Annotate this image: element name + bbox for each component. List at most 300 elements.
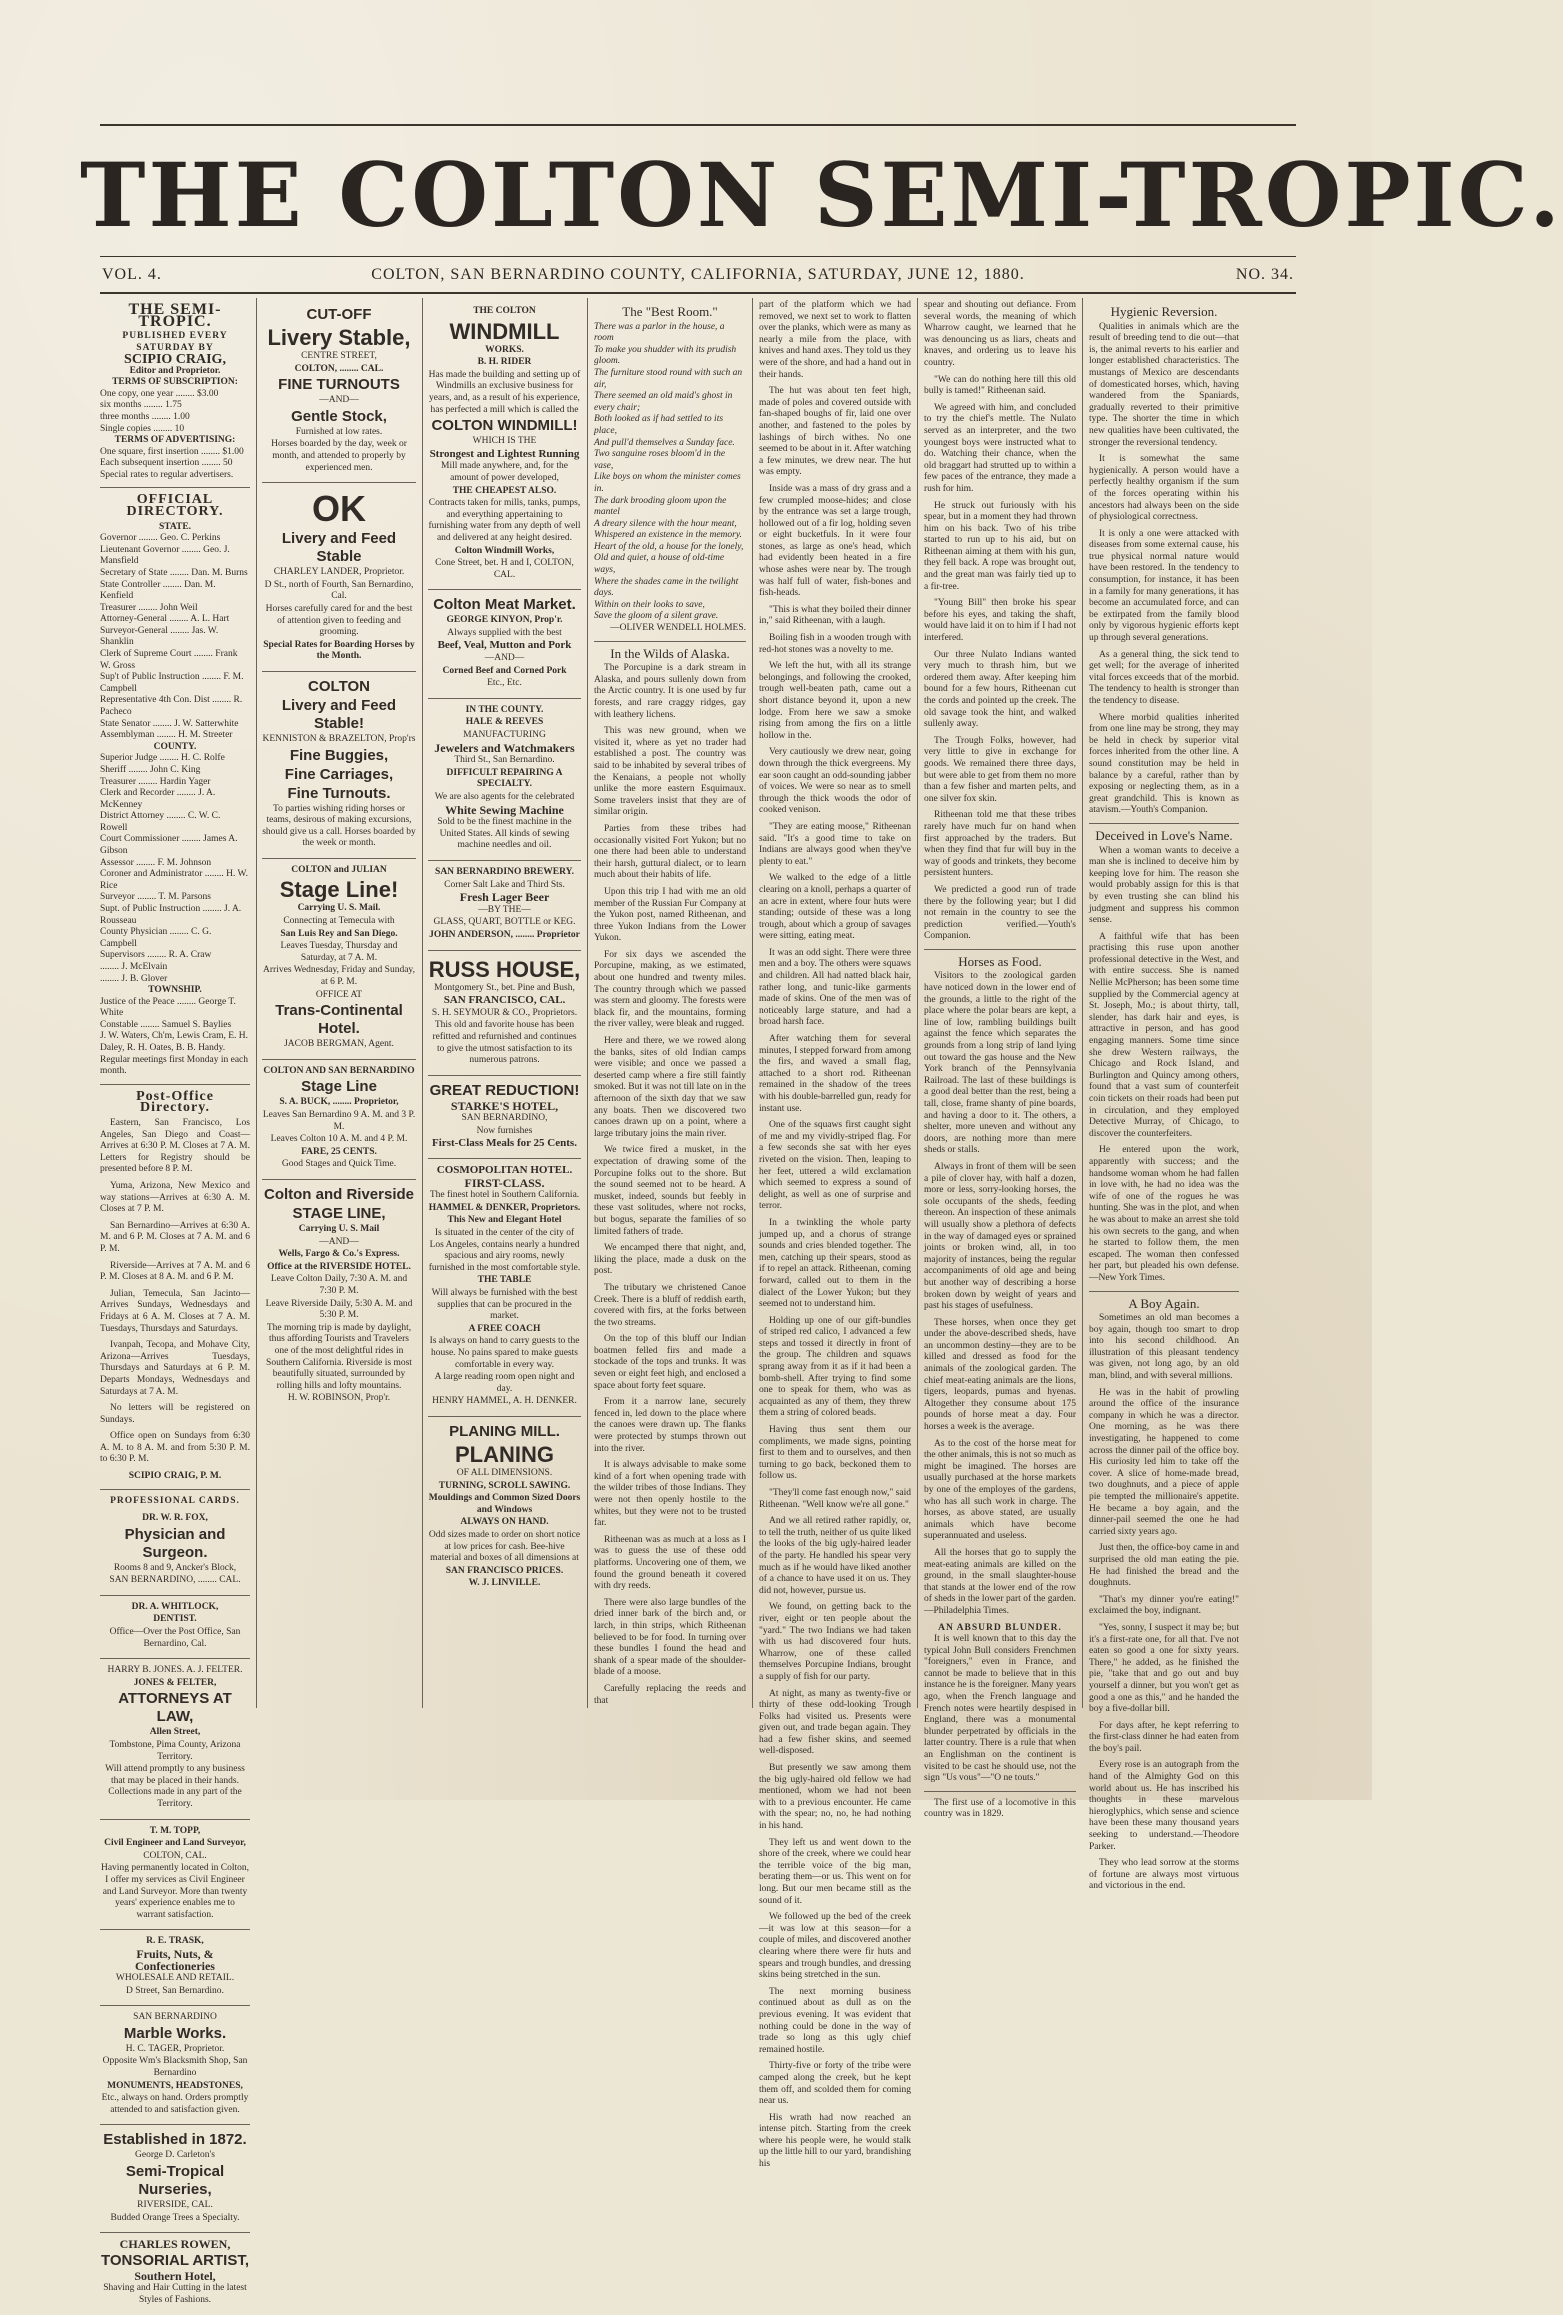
- paragraph: We agreed with him, and concluded to try the chief's mettle. The Nulato served as an interpreter, and the two youngest boys were instructed what to do. Watching their chance, when the old braggart had strutted up to within a few paces of the entrance, they made a rush for him.: [924, 402, 1076, 494]
- paragraph: In a twinkling the whole party jumped up, and a chorus of strange sounds and cries blended together. The men, catching up their spears, stood as if to repel an attack. Ritheenan, coming forward, called out to them in the dialect of the Lower Yukon; but they seemed not to understand him.: [759, 1217, 911, 1310]
- poem-title: The "Best Room.": [622, 304, 718, 319]
- paragraph: Inside was a mass of dry grass and a few crumpled moose-hides; and close by the entrance was set a large trough, hollowed out of a fir log, holding seven or eight bucketfuls. In it were four stones, as large as one's head, which had evidently been heated in a fire whose ashes were near by. The trough was half full of water, fish-bones and fish-heads.: [759, 483, 911, 599]
- cutoff-livery-ad: [262, 300, 416, 483]
- trask-card: [100, 1930, 250, 2006]
- paragraph: His wrath had now reached an intense pitch. Starting from the creek where his people were, he would stalk up the little hill to our yard, brandishing his: [759, 2112, 911, 2170]
- whitlock-card: [100, 1596, 250, 1659]
- poem-line: There was a parlor in the house, a room: [594, 321, 725, 344]
- ad-address: CENTRE STREET,: [301, 351, 377, 361]
- paragraph: It was an odd sight. There were three men and a boy. The others were squaws and children. All had natted black hair, rather long, and tunic-like garments made of skins. One of the men was of noticeably large stature, and had a broad harsh face.: [759, 947, 911, 1028]
- card-address: Opposite Wm's Blacksmith Shop, San Bernardino: [102, 2056, 248, 2079]
- ad-proprietor: H. W. ROBINSON, Prop'r.: [287, 1393, 391, 1404]
- ad-and: —BY THE—: [478, 904, 531, 915]
- card-name: DR. A. WHITLOCK,: [131, 1601, 219, 1612]
- ad-proprietor: CHARLEY LANDER, Proprietor.: [273, 567, 405, 578]
- ad-proprietor: S. H. SEYMOUR & CO., Proprietors.: [431, 1007, 578, 1018]
- paragraph: The first use of a locomotive in this country was in 1829.: [924, 1797, 1076, 1820]
- brewery-ad: [428, 861, 581, 951]
- ad-feature: First-Class Meals for 25 Cents.: [432, 1137, 577, 1150]
- paragraph: At night, as many as twenty-five or thirty of these odd-looking Trough Folks had visited us. Presents were given out, and trade began again. They had a few fisher skins, and seemed well-disposed.: [759, 1688, 911, 1757]
- paragraph: Upon this trip I had with me an old member of the Russian Fur Company at the Yukon post, named Ritheenan, and three Yukon Indians from the Lower Yukon.: [594, 886, 746, 944]
- card-name: T. M. TOPP,: [149, 1825, 201, 1836]
- ad-address: Corner Salt Lake and Third Sts.: [444, 879, 565, 890]
- directory-entry: Assessor ........ F. M. Johnson: [100, 857, 212, 868]
- paragraph: "Yes, sonny, I suspect it may be; but it's a first-rate one, for all that. I've not eaten so good a one for sixty years. There," he added, as he finished the pie, "take that and go out and buy yourself a dinner, but you won't get as good a one as this," and he handed the boy a five-dollar bill.: [1089, 1622, 1239, 1715]
- ad-note: OF ALL DIMENSIONS.: [456, 1467, 553, 1478]
- paragraph: No letters will be registered on Sundays.: [100, 1403, 250, 1425]
- ad-feature: Beef, Veal, Mutton and Pork: [437, 639, 572, 652]
- divider: [100, 487, 250, 488]
- column-2: [262, 300, 416, 1708]
- ad-heading: IN THE COUNTY.: [465, 704, 544, 715]
- directory-entry: Treasurer ........ Hardin Yager: [100, 776, 211, 787]
- ad-feature: DIFFICULT REPAIRING A SPECIALTY.: [446, 767, 563, 790]
- ad-note: Horses boarded by the day, week or month, and attended to properly by experienced men.: [271, 439, 407, 473]
- card-note: Will attend promptly to any business that may be placed in their hands. Collections made in any part of the Territory.: [105, 1764, 245, 1809]
- card-title: TONSORIAL ARTIST,: [100, 2251, 250, 2269]
- ad-and: —AND—: [319, 395, 359, 406]
- directory-entry: Clerk of Supreme Court ........ Frank W. Gross: [100, 649, 238, 671]
- ad-proprietor: KENNISTON & BRAZELTON, Prop'rs: [262, 733, 416, 744]
- ad-feature: Corned Beef and Corned Pork: [442, 665, 567, 676]
- directory-entry: Governor ........ Geo. C. Perkins: [100, 533, 221, 544]
- masthead-rule-top: [100, 256, 1296, 257]
- state-heading: STATE.: [158, 521, 192, 532]
- paragraph: It is always advisable to make some kind of a fort when opening trade with the wilder tribes of those Indians. They were not then openly hostile to the whites, but they were not to be trusted far.: [594, 1460, 746, 1529]
- paragraph: Where morbid qualities inherited from one line may be strong, they may be held in check by superior vital forces inherited from the other line. A sound constitution may be held in balance by a careful, rather than by exposing or neglecting them, as in a great grandchild. This is known as atavism.—Youth's Companion.: [1089, 712, 1239, 816]
- column-rule: [587, 298, 588, 1708]
- ad-feature: Carrying U. S. Mail.: [297, 903, 381, 914]
- paragraph: We followed up the bed of the creek—it was low at this season—for a couple of miles, and discovered another clearing where there were fir huts and spears and trough bundles, and dressing skins being stretched in the sun.: [759, 1912, 911, 1981]
- poem-author: —OLIVER WENDELL HOLMES.: [610, 623, 746, 634]
- ad-schedule: Leave Colton Daily, 7:30 A. M. and 7:30 P. M.: [270, 1274, 408, 1296]
- paragraph: From it a narrow lane, securely fenced in, led down to the place where the canoes were drawn up. The flanks were protected by stumps thrown out into the river.: [594, 1397, 746, 1454]
- sb-stage-ad: [262, 1060, 416, 1180]
- ad-proprietor: HAMMEL & DENKER, Proprietors.: [428, 1202, 581, 1213]
- ad-note: Always supplied with the best: [447, 627, 562, 638]
- advertising-heading: TERMS OF ADVERTISING:: [114, 435, 236, 446]
- ad-city: SAN FRANCISCO, CAL.: [443, 994, 566, 1007]
- professional-heading: PROFESSIONAL CARDS.: [110, 1495, 240, 1506]
- directory-entry: Constable ........ Samuel S. Baylies: [100, 1019, 232, 1030]
- paragraph: The Porcupine is a dark stream in Alaska, and pours sullenly down from the Arctic country. It is one used by fur forests, and rare craggy ridges, gay with leathery lichens.: [594, 663, 746, 720]
- card-address: Rooms 8 and 9, Ancker's Block,: [113, 1562, 237, 1573]
- ad-note: To parties wishing riding horses or teams, desirous of making excursions, should give us a call. Horses boarded by the week or month.: [262, 803, 416, 849]
- planing-mill-ad: [428, 1417, 581, 1598]
- ad-note: The morning trip is made by daylight, thus affording Tourists and Travelers one of the most delightful rides in Southern California. Riverside is most beautifully situated, surrounded by rolling hills and lofty mountains.: [266, 1322, 412, 1391]
- paragraph: Here and there, we we rowed along the banks, sites of old Indian camps were visible; and once we passed a deserted camp where a fire still faintly smoked. But it was not till late on in the afternoon of the sixth day that we saw any boats. Then we discovered two canoes drawn up on a point, where a large tributary joins the main river.: [594, 1036, 746, 1139]
- ad-note: Is always on hand to carry guests to the house. No pains spared to make guests comfortable in every way.: [429, 1336, 580, 1370]
- paragraph: Visitors to the zoological garden have noticed down in the lower end of the grounds, a little to the right of the place where the polar bears are kept, a line of low, rambling buildings built against the fence which separates the grounds from a long strip of land lying out toward the gas house and the New York branch of the Pennsylvania Railroad. The last of these buildings is a good deal better than the rest, being a tall, close, frame shanty of pine boards, and having a door to it. The others, a shelter, more uneven and without any doors, are nothing more than mere sheds or stalls.: [924, 971, 1076, 1156]
- ad-title: COSMOPOLITAN HOTEL.: [436, 1164, 573, 1177]
- poem-line: A dreary silence with the hour meant,: [594, 518, 737, 529]
- card-name: CHARLES ROWEN,: [119, 2237, 231, 2252]
- card-firm: JONES & FELTER,: [133, 1677, 217, 1688]
- directory-entry: Surveyor-General ........ Jas. W. Shanklin: [100, 625, 219, 648]
- ad-title: OK: [312, 488, 366, 530]
- ad-feature: Fresh Lager Beer: [459, 890, 550, 905]
- paragraph: He was in the habit of prowling around the office of the insurance company in which he was a director. One morning, as he was there investigating, he happened to come across the dinner pail of the office boy. His curiosity led him to take off the cover. A slice of home-made bread, two doughnuts, and a piece of apple pie tempted the millionaire's appetite. He became a boy again, and the dinner-pail seemed the one he had carried sixty years ago.: [1089, 1387, 1239, 1537]
- ad-address: Montgomery St., bet. Pine and Bush,: [434, 982, 575, 993]
- subscription-rate: six months ........ 1.75: [100, 400, 182, 411]
- ad-heading: THE COLTON: [473, 306, 536, 316]
- township-heading: TOWNSHIP.: [148, 985, 202, 996]
- ad-address: D St., north of Fourth, San Bernardino, Cal.: [264, 579, 414, 602]
- paragraph: Eastern, San Francisco, Los Angeles, San Diego and Coast—Arrives at 6:30 P. M. Closes at 7 A. M. Letters for Registry should be presented before 8 P. M.: [100, 1118, 250, 1175]
- jones-felter-card: [100, 1659, 250, 1819]
- starke-hotel-ad: [428, 1076, 581, 1159]
- paragraph: For days after, he kept referring to the first-class dinner he had eaten from the boy's pail.: [1089, 1720, 1239, 1754]
- dateline: [102, 262, 1294, 288]
- directory-entry: Representative 4th Con. Dist ........ R. Pacheco: [100, 695, 243, 718]
- ad-subtitle: Livery and Feed Stable: [281, 530, 397, 566]
- ad-firm: HALE & REEVES: [465, 717, 544, 728]
- card-note: Etc., always on hand. Orders promptly attended to and satisfaction given.: [101, 2093, 249, 2115]
- directory-entry: County Physician ........ C. G. Campbell: [100, 927, 212, 949]
- paragraph: Holding up one of our gift-bundles of striped red calico, I advanced a few steps and tossed it directly in front of the group. The children and squaws sprang away from it as if it had been a bomb-shell. After trying to find some one to speak for them, who was as acquainted as any of them, they threw them a string of colored beads.: [759, 1315, 911, 1419]
- card-address: Allen Street,: [149, 1727, 201, 1738]
- ad-title: Stage Line!: [279, 877, 399, 903]
- ad-feature: Fine Turnouts.: [287, 784, 391, 802]
- windmill-ad: [428, 300, 581, 590]
- ad-feature: Mouldings and Common Sized Doors and Windows: [428, 1493, 581, 1515]
- issue-number: NO. 34.: [1235, 266, 1294, 283]
- ad-title: STAGE LINE,: [292, 1204, 386, 1222]
- ad-city: COLTON, ........ CAL.: [294, 363, 384, 374]
- poem-line: The dark brooding gloom upon the mantel: [594, 495, 727, 518]
- story-title: In the Wilds of Alaska.: [610, 645, 730, 661]
- card-title: ATTORNEYS AT LAW,: [118, 1690, 232, 1726]
- ad-feature: This New and Elegant Hotel: [447, 1215, 562, 1226]
- ad-note: OFFICE AT: [315, 989, 363, 1000]
- volume-label: VOL. 4.: [102, 266, 162, 283]
- card-items: MONUMENTS, HEADSTONES,: [107, 2080, 243, 2091]
- card-city: SAN BERNARDINO, ........ CAL.: [109, 1575, 241, 1586]
- poem-line: The furniture stood round with such an air,: [594, 367, 743, 390]
- ad-city: SAN BERNARDINO,: [461, 1113, 548, 1124]
- subscription-rate: Single copies ........ 10: [100, 423, 185, 434]
- directory-entry: Secretary of State ........ Dan. M. Burns: [100, 567, 248, 578]
- divider: [594, 641, 746, 642]
- riverside-stage-ad: [262, 1180, 416, 1413]
- supervisors-note: J. W. Waters, Ch'm, Lewis Cram, E. H. Daley, R. H. Oates, B. B. Handy.: [100, 1031, 249, 1054]
- ad-title: Colton Meat Market.: [433, 596, 576, 614]
- paragraph: And we all retired rather rapidly, or, to tell the truth, neither of us quite liked the looks of the big ugly-haired leader of the party. He handled his spear very much as if he would have liked another of a chance to have used it on us. They did not, however, pursue us.: [759, 1516, 911, 1596]
- ad-feature: FINE TURNOUTS: [278, 376, 400, 394]
- ad-address: Colton Windmill Works,: [454, 545, 555, 556]
- paragraph: Ritheenan was as much at a loss as I was to guess the use of these odd platforms. Uncovering one of them, we found the ground beneath it covered with dry reeds.: [594, 1534, 746, 1592]
- ad-heading: COLTON AND SAN BERNARDINO: [263, 1065, 415, 1076]
- ad-schedule: Arrives Wednesday, Friday and Sunday, at 6 P. M.: [263, 965, 415, 988]
- ad-feature: Fine Carriages,: [284, 765, 394, 783]
- boy-again-title: A Boy Again.: [1128, 1295, 1200, 1311]
- poem-line: There seemed an old maid's ghost in every chair;: [594, 391, 733, 413]
- paragraph: After watching them for several minutes, I stepped forward from among the firs, and waved a small flag, attached to a short rod. Ritheenan remained in the shadow of the trees with his double-barrelled gun, ready for instant use.: [759, 1034, 911, 1114]
- ad-note: Furnished at low rates.: [295, 426, 383, 437]
- paragraph: "We can do nothing here till this old bully is tamed!" Ritheenan said.: [924, 374, 1076, 397]
- poem-line: Within on their looks to save,: [594, 599, 705, 610]
- divider: [100, 1084, 250, 1085]
- meetings-note: Regular meetings first Monday in each month.: [100, 1054, 249, 1077]
- paragraph: Just then, the office-boy came in and surprised the old man eating the pie. He had finished the bread and the doughnuts.: [1089, 1543, 1239, 1589]
- directory-entry: Clerk and Recorder ........ J. A. McKenney: [100, 788, 216, 810]
- card-city: SAN BERNARDINO: [133, 2012, 217, 2023]
- top-rule: [100, 124, 1296, 126]
- poem-line: Two sanguine roses bloom'd in the vase,: [594, 449, 726, 471]
- blunder-title: AN ABSURD BLUNDER.: [938, 1622, 1062, 1633]
- paragraph: Carefully replacing the reeds and that: [594, 1683, 746, 1706]
- masthead-rule-bottom: [100, 292, 1296, 294]
- paragraph: We twice fired a musket, in the expectation of drawing some of the Porcupine folks out to the shore. But the sound seemed not to be heard. A musket, indeed, sounds but feebly in these vast solitudes, where not rocks, but bogus, separate the families of so limited fathers of trade.: [594, 1145, 746, 1237]
- card-note: Having permanently located in Colton, I offer my services as Civil Engineer and Land Surveyor. More than twenty years' experience enables me to warrant satisfaction.: [100, 1863, 249, 1920]
- cosmopolitan-ad: [428, 1159, 581, 1417]
- paragraph: Our three Nulato Indians wanted very much to thrash him, but we ordered them away. After keeping him bound for a few hours, Ritheenan cut the cords and pointed up the creek. The old savage took the hint, and walked sullenly away.: [924, 649, 1076, 730]
- poem-line: Where the shades came in the twilight days.: [594, 576, 739, 599]
- paragraph: We found, on getting back to the river, eight or ten people about the "yard." The two Indians we had taken with us had discovered four huts. Wharrow, one of these called themselves Porcupine Indians, brought a supply of fish for our party.: [759, 1602, 911, 1682]
- paragraph: It is well known that to this day the typical John Bull considers Frenchmen "foreigners," even in France, and cannot be made to believe that in this instance he is the foreigner. Many years ago, when the French language and French notes were heartily despised in England, there was a monumental blunder perpetrated by officials in the latter country. There is a rule that when an Englishman on the continent is visited to be cast he should use, not the sign "Us vous"—"O ne touts.": [924, 1634, 1076, 1784]
- fox-card: [100, 1507, 250, 1596]
- ad-office: Office at the RIVERSIDE HOTEL.: [267, 1261, 411, 1272]
- ad-title: STARKE'S HOTEL,: [450, 1098, 559, 1113]
- paragraph: They who lead sorrow at the storms of fortune are always most virtuous and victorious in the end.: [1089, 1858, 1239, 1892]
- ad-fare: FARE, 25 CENTS.: [301, 1146, 377, 1157]
- paragraph: It is somewhat the same hygienically. A person would have a perfectly healthy organism if the sum of the forces operating within his ancestors had always been on the side of physiological correctness.: [1089, 454, 1239, 523]
- ad-title: RUSS HOUSE,: [428, 956, 581, 982]
- card-note: Budded Orange Trees a Specialty.: [110, 2212, 240, 2223]
- paragraph: There were also large bundles of the dried inner bark of the birch and, or larch, in thin strips, which Ritheenan believed to be for food. In turning over these bundles I found the head and shank of a spear made of the shoulder-blade of a moose.: [594, 1597, 746, 1678]
- poem-line: And pull'd themselves a Sunday face.: [594, 437, 735, 448]
- directory-entry: ........ J. McElvain: [100, 962, 168, 972]
- ad-address: Third St., San Bernardino.: [454, 755, 555, 766]
- ad-feature: SAN FRANCISCO PRICES.: [445, 1565, 564, 1576]
- paragraph: He entered upon the work, apparently with success; and the handsome woman whom he had fallen in love with, he had no idea was the wife of one of the rogues he was hunting. She was in the plot, and when he was about to make an arrest she told his own secrets to the gang, and when he started to follow them, the men escaped. The woman then confessed her part, but pleaded his own defense.—New York Times.: [1089, 1145, 1239, 1283]
- column-4: [594, 300, 746, 1708]
- paragraph: spear and shouting out defiance. From several words, the meaning of which Wharrow caught, we learned that he was denouncing us as liars, cheats and knaves, and ordering us to leave his country.: [924, 300, 1076, 368]
- column-rule: [422, 298, 423, 1708]
- card-address: Office—Over the Post Office, San Bernardino, Cal.: [109, 1627, 241, 1649]
- ad-title: WINDMILL: [449, 318, 560, 344]
- ad-note: We are also agents for the celebrated: [434, 792, 575, 802]
- julian-stage-ad: [262, 859, 416, 1060]
- ad-feature: Gentle Stock,: [291, 407, 387, 425]
- divider: [924, 1791, 1076, 1792]
- paragraph: Qualities in animals which are the result of breeding tend to die out—that is, the animal reverts to his earlier and longer established characteristics. The mustangs of Mexico are descendants of domesticated horses, which, having wandered from the Spaniards, gradually reverted to their primitive type. The shorter the time in which new qualities have been cultivated, the stronger the reversional tendency.: [1089, 321, 1239, 448]
- card-names: HARRY B. JONES. A. J. FELTER.: [107, 1665, 243, 1676]
- ad-note: Good Stages and Quick Time.: [281, 1159, 397, 1170]
- ad-note: Now furnishes: [476, 1125, 533, 1136]
- directory-entry: Treasurer ........ John Weil: [100, 602, 198, 613]
- paragraph: On the top of this bluff our Indian boatmen felled firs and made a stockade of the tops and trunks. It was seven or eight feet high, and enclosed a space about forty feet square.: [594, 1334, 746, 1391]
- card-note: Shaving and Hair Cutting in the latest Styles of Fashions.: [103, 2283, 247, 2305]
- paragraph: San Bernardino—Arrives at 6:30 A. M. and 6 P. M. Closes at 7 A. M. and 6 P. M.: [100, 1220, 250, 1254]
- paragraph: "That's my dinner you're eating!" exclaimed the boy, indignant.: [1089, 1594, 1239, 1617]
- ad-title: Livery and Feed Stable!: [281, 696, 397, 732]
- column-rule: [752, 298, 753, 1708]
- paragraph: The Trough Folks, however, had very little to give in exchange for goods. We remained there three days, but were able to get from them no more than a few fisher and marten pelts, and one silver fox skin.: [924, 735, 1076, 804]
- ad-note: Mill made anywhere, and, for the amount of power developed,: [441, 461, 568, 483]
- divider: [100, 1489, 250, 1490]
- card-title: Marble Works.: [123, 2024, 227, 2042]
- post-office-heading: Post-Office Directory.: [136, 1088, 214, 1116]
- ok-stable-ad: [262, 483, 416, 672]
- paragraph: One of the squaws first caught sight of me and my vividly-striped flag. For a few seconds she sat with her eyes riveted on the vision. Then, leaping to her feet, uttered a wild exclamation which seemed to express a sound of delight, as well as one of surprise and terror.: [759, 1120, 911, 1212]
- column-5: [759, 300, 911, 2170]
- ad-schedule: Leave Riverside Daily, 5:30 A. M. and 5:30 P. M.: [265, 1298, 413, 1321]
- paragraph: Boiling fish in a wooden trough with red-hot stones was a novelty to me.: [759, 633, 911, 655]
- column-rule: [256, 298, 257, 1708]
- card-address: D Street, San Bernardino.: [126, 1985, 224, 1996]
- card-sub: WHOLESALE AND RETAIL.: [115, 1973, 235, 1984]
- directory-entry: Sheriff ........ John C. King: [100, 764, 201, 775]
- directory-entry: Sup't of Public Instruction ........ F. M. Campbell: [100, 672, 244, 694]
- poem-line: Like boys on whom the minister comes in.: [594, 472, 741, 494]
- ad-proprietor: W. J. LINVILLE.: [468, 1578, 541, 1589]
- paper-name: THE SEMI-TROPIC.: [128, 301, 222, 330]
- divider: [1089, 1291, 1239, 1292]
- ad-proprietor: B. H. RIDER: [477, 357, 532, 368]
- paragraph: For six days we ascended the Porcupine, making, as we estimated, about one hundred and twenty miles. The country through which we passed was stern and gloomy. The forests were black fir, and the mountains, forming the river valley, were bleak and rugged.: [594, 949, 746, 1030]
- paragraph: He struck out furiously with his spear, but in a moment they had thrown him on his back. Two of his tribe started to run up to his aid, but on Ritheenan aiming at them with his gun, they fell back. A rope was brought out, and the great man was fairly tied up to a fir-tree.: [924, 500, 1076, 592]
- ad-note: Connecting at Temecula with: [283, 916, 395, 927]
- directory-entry: District Attorney ........ C. W. C. Rowell: [100, 811, 221, 833]
- card-title: Fruits, Nuts, & Confectioneries: [135, 1946, 215, 1973]
- paragraph: Yuma, Arizona, New Mexico and way stations—Arrives at 6:30 A. M. Closes at 7 P. M.: [100, 1181, 250, 1215]
- paragraph: Always in front of them will be seen a pile of clover hay, with half a dozen, more or less, sorry-looking horses, the sole occupants of the sheds, feeding thereon. An inspection of these animals will usually show a plethora of defects in the way of damaged eyes or sprained joints or broken wind, all, in too majority of instances, being the regular accompaniments of old age and being but another way of describing a horse broken down by weight of years and past his stages of usefulness.: [924, 1161, 1076, 1312]
- paragraph: Riverside—Arrives at 7 A. M. and 6 P. M. Closes at 8 A. M. and 6 P. M.: [100, 1260, 250, 1283]
- ad-note: Odd sizes made to order on short notice at low prices for cash. Bee-hive material and boxes of all dimensions at: [428, 1529, 581, 1564]
- paragraph: They left us and went down to the shore of the creek, where we could hear the terrible voice of the big man, berating them—or us. This went on for long. But our men became still as the sound of it.: [759, 1837, 911, 1906]
- directory-entry: Superior Judge ........ H. C. Rolfe: [100, 753, 225, 764]
- paragraph: "They are eating moose," Ritheenan said. "It's a good time to take on Indians are always good when they've plenty to eat.": [759, 821, 911, 867]
- card-name: R. E. TRASK,: [146, 1936, 204, 1947]
- paragraph: The next morning business continued about as dull as on the previous evening. It was evident that nothing could be done in the way of trade so long as this ugly chief remained hostile.: [759, 1986, 911, 2055]
- paragraph: As to the cost of the horse meat for the other animals, this is not so much as might be imagined. The horses are usually purchased at the horse markets by one of the employes of the gardens, who has all such work in charge. The horses, as above stated, are usually animals which have become superannuated and useless.: [924, 1438, 1076, 1542]
- paragraph: Ritheenan told me that these tribes rarely have much fur on hand when first approached by the traders. But when they find that fur will buy in the way of goods and trinkets, they become persistent hunters.: [924, 810, 1076, 879]
- ad-address: Cone Street, bet. H and I, COLTON, CAL.: [435, 558, 574, 580]
- column-6: [924, 300, 1076, 1820]
- column-7: [1089, 300, 1239, 1892]
- ad-note: Sold to be the finest machine in the United States. All kinds of sewing machine needles and oil.: [437, 817, 572, 851]
- ad-title: PLANING: [455, 1441, 554, 1467]
- ad-subtitle: FIRST-CLASS.: [464, 1175, 545, 1190]
- ad-agent: JACOB BERGMAN, Agent.: [284, 1039, 394, 1050]
- card-name: George D. Carleton's: [135, 2150, 215, 2161]
- ad-title: SAN BERNARDINO BREWERY.: [435, 866, 574, 877]
- ad-note: GLASS, QUART, BOTTLE or KEG.: [433, 917, 576, 928]
- card-city: Tombstone, Pima County, Arizona Territory.: [109, 1740, 241, 1762]
- divider: [924, 949, 1076, 950]
- card-proprietor: H. C. TAGER, Proprietor.: [125, 2043, 225, 2054]
- ad-subtitle: WORKS.: [485, 344, 524, 355]
- card-city: COLTON, CAL.: [143, 1850, 207, 1861]
- ad-feature: Strongest and Lightest Running: [429, 447, 580, 460]
- paragraph: part of the platform which we had removed, we next set to work to flatten over the planks, which were as many as nearly a mile from the place, with knives and hand axes. They told us they were of the shore, and had a hand out in their hands.: [759, 300, 911, 380]
- postmaster: SCIPIO CRAIG, P. M.: [128, 1471, 222, 1482]
- publisher-role: Editor and Proprietor.: [129, 365, 221, 376]
- ad-feature: San Luis Rey and San Diego.: [280, 928, 398, 939]
- advertising-rate: One square, first insertion ........ $1.00: [100, 446, 244, 457]
- directory-entry: State Controller ........ Dan. M. Kenfield: [100, 579, 216, 602]
- paragraph: Sometimes an old man becomes a boy again, though too smart to drop into his second childhood. An illustration of this pleasant tendency was given, not long ago, by an old man, blind, and with several millions.: [1089, 1313, 1239, 1382]
- ad-and: —AND—: [484, 653, 525, 664]
- paragraph: Parties from these tribes had occasionally visited Fort Yukon; but no one there had been able to understand their harsh, guttural dialect, or to learn much about their habits of life.: [594, 823, 746, 881]
- paragraph: "This is what they boiled their dinner in," said Ritheenan, with a laugh.: [759, 604, 911, 627]
- paragraph: We walked to the edge of a little clearing on a knoll, perhaps a quarter of an acre in extent, where four huts were standing; outside of these was a long trough, about which a group of savages were sitting, eating meat.: [759, 873, 911, 942]
- ad-note: MANUFACTURING: [463, 730, 546, 741]
- paragraph: A faithful wife that has been practising this ruse upon another professional detective in the West, and with entire success. She is named Nellie McPherson; has been some time supplied by the Commercial agency at St. Joseph, Mo.; is about thirty, tall, slender, has dark hair and eyes, is attractive in person, and has good engaging manners. Some time since she drew Western railways, the Chicago and Rock Island, and Burlington and Quincy among others, found that a vast sum of counterfeit coin tickets on their roads had been put in circulation, and they employed Detective Murray, of Chicago, to discover the counterfeiters.: [1089, 931, 1239, 1139]
- ad-note: Special Rates for Boarding Horses by the Month.: [263, 639, 415, 662]
- column-1: [100, 300, 250, 2305]
- ad-note: Contracts taken for mills, tanks, pumps, and everything appertaining to furnishing water from any depth of well and delivered at any height desired.: [428, 498, 581, 543]
- subscription-rate: One copy, one year ........ $3.00: [100, 388, 219, 399]
- ad-feature: COLTON WINDMILL!: [431, 417, 578, 435]
- directory-entry: Lieutenant Governor ........ Geo. J. Mansfield: [100, 544, 230, 567]
- subscription-heading: TERMS OF SUBSCRIPTION:: [112, 377, 238, 388]
- card-title: DENTIST.: [153, 1614, 197, 1625]
- advertising-rate: Each subsequent insertion ........ 50: [100, 458, 233, 469]
- ad-heading: COLTON: [308, 677, 370, 695]
- ad-note: This old and favorite house has been refitted and refurnished and continues to give the utmost satisfaction to its numerous patrons.: [432, 1020, 577, 1066]
- card-city: RIVERSIDE, CAL.: [137, 2200, 213, 2211]
- ad-title: Jewelers and Watchmakers: [434, 740, 575, 755]
- ad-heading: Colton and Riverside: [263, 1185, 415, 1203]
- paragraph: We predicted a good run of trade there by the following year; but I did not remain in the country to see the prediction verified.—Youth's Companion.: [924, 884, 1076, 942]
- meat-market-ad: [428, 590, 581, 699]
- ad-note: Has made the building and setting up of Windmills an exclusive business for years, and, as a result of his experience, has perfected a mill which is called the: [428, 369, 581, 415]
- ad-signature: HENRY HAMMEL, A. H. DENKER.: [432, 1396, 577, 1407]
- paragraph: We left the hut, with all its strange belongings, and following the crooked, trough well-beaten path, came out a short distance beyond it, upon a new lodge. From here we saw a smoke rising from among the firs on a little hollow in the.: [759, 661, 911, 741]
- ad-note: Will always be furnished with the best supplies that can be procured in the market.: [431, 1288, 578, 1322]
- horses-title: Horses as Food.: [958, 953, 1042, 969]
- ad-feature: White Sewing Machine: [445, 802, 564, 817]
- hygienic-title: Hygienic Reversion.: [1110, 304, 1218, 319]
- date-place: COLTON, SAN BERNARDINO COUNTY, CALIFORNIA, SATURDAY, JUNE 12, 1880.: [371, 266, 1025, 283]
- poem-line: Both looked as if had settled to its place,: [594, 414, 724, 436]
- ad-feature: A FREE COACH: [468, 1323, 541, 1334]
- ad-schedule: Leaves Tuesday, Thursday and Saturday, at 7 A. M.: [280, 941, 398, 963]
- ad-schedule: Leaves San Bernardino 9 A. M. and 3 P. M.: [262, 1110, 416, 1132]
- russ-house-ad: [428, 951, 581, 1076]
- paragraph: Ivanpah, Tecopa, and Mohave City, Arizona—Arrives Tuesdays, Thursdays and Saturdays at 6 P. M. Departs Mondays, Wednesdays and Saturdays at 7 A. M.: [100, 1340, 250, 1397]
- colton-stable-ad: [262, 672, 416, 859]
- ad-feature: Wells, Fargo & Co.'s Express.: [278, 1249, 400, 1260]
- ad-feature: THE CHEAPEST ALSO.: [452, 485, 557, 496]
- hale-reeves-ad: [428, 699, 581, 861]
- divider: [1089, 823, 1239, 824]
- masthead-title: THE COLTON SEMI-TROPIC.: [80, 143, 1563, 247]
- ad-heading: GREAT REDUCTION!: [429, 1081, 580, 1099]
- ad-note: The finest hotel in Southern California.: [429, 1190, 580, 1201]
- ad-feature: Fine Buggies,: [289, 746, 389, 764]
- directory-entry: Justice of the Peace ........ George T. White: [100, 996, 236, 1019]
- topp-card: [100, 1820, 250, 1931]
- ad-and: —AND—: [319, 1236, 359, 1247]
- paragraph: Thirty-five or forty of the tribe were camped along the creek, but he kept them off, and scolded them for coming near us.: [759, 2061, 911, 2107]
- ad-proprietor: GEORGE KINYON, Prop'r.: [446, 615, 563, 626]
- directory-entry: Court Commissioner ........ James A. Gibson: [100, 834, 238, 857]
- nurseries-card: [100, 2125, 250, 2233]
- paragraph: Every rose is an autograph from the hand of the Almighty God on this world about us. He has inscribed his thoughts in these marvelous hieroglyphics, which sense and science have been these many thousand years seeking to understand.—Theodore Parker.: [1089, 1760, 1239, 1852]
- paragraph: When a woman wants to deceive a man she is inclined to deceive him by keeping love for him. The reason she would probably assign for this is that by even trusting she can blind his judgment and suppress his common sense.: [1089, 845, 1239, 926]
- directory-entry: Attorney-General ........ A. L. Hart: [100, 614, 230, 625]
- ad-note: Etc., Etc.: [487, 678, 522, 689]
- directory-entry: Coroner and Administrator ........ H. W. Rice: [100, 869, 249, 891]
- paragraph: "They'll come fast enough now," said Ritheenan. "Well know we're all gone.": [759, 1488, 911, 1510]
- ad-note: Is situated in the center of the city of Los Angeles, contains nearly a hundred spacious and airy rooms, newly furnished in the most comfortable style.: [428, 1228, 581, 1273]
- paragraph: These horses, when once they get under the above-described sheds, have an uncommon destiny—they are to be killed and dressed as food for the animals of the zoological garden. The chief meat-eating animals are the lions, tigers, leopards, pumas and hyenas. Altogether they consume about 175 pounds of horse meat a day. Four horses a week is the average.: [924, 1317, 1076, 1433]
- ad-feature: TURNING, SCROLL SAWING.: [438, 1480, 571, 1491]
- paragraph: Julian, Temecula, San Jacinto—Arrives Sundays, Wednesdays and Fridays at 6 A. M. Closes at 7 A. M. Tuesdays, Thursdays and Saturdays.: [100, 1288, 250, 1334]
